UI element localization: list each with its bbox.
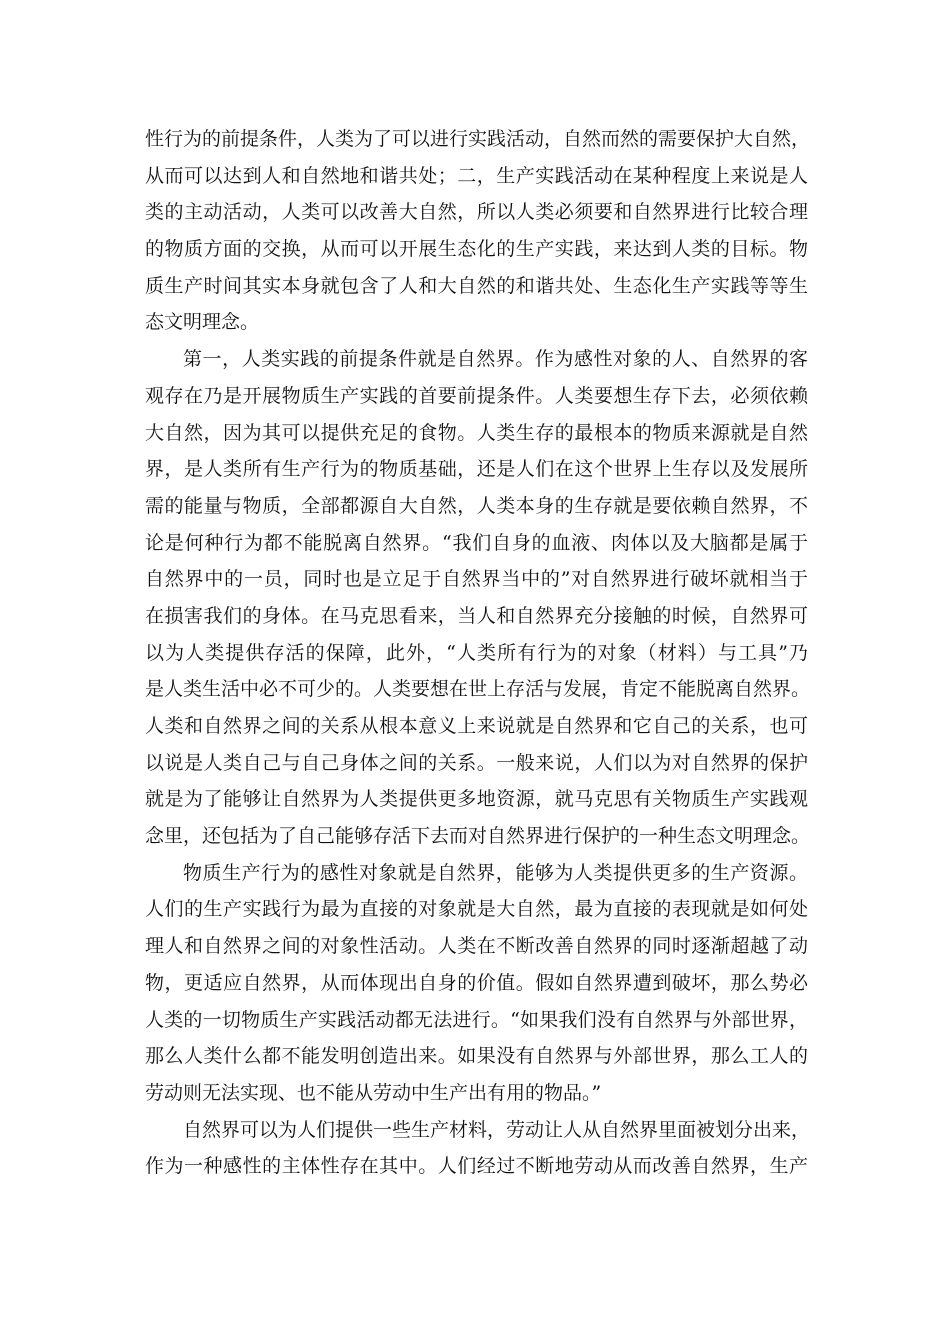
text-line: 需的能量与物质，全部都源自大自然，人类本身的生存就是要依赖自然界，不 [145,494,808,517]
paragraph [145,855,808,1112]
text-line: 物质生产行为的感性对象就是自然界，能够为人类提供更多的生产资源。 [183,861,808,884]
text-line: 观存在乃是开展物质生产实践的首要前提条件。人类要想生存下去，必须依赖 [145,384,808,407]
text-line: 作为一种感性的主体性存在其中。人们经过不断地劳动从而改善自然界，生产 [145,1155,808,1178]
text-line: 理人和自然界之间的对象性活动。人类在不断改善自然界的同时逐渐超越了动 [145,935,808,958]
text-line: 性行为的前提条件，人类为了可以进行实践活动，自然而然的需要保护大自然， [145,128,811,150]
text-line: 念里，还包括为了自己能够存活下去而对自然界进行保护的一种生态文明理念。 [145,825,811,848]
text-line: 自然界中的一员，同时也是立足于自然界当中的”对自然界进行破坏就相当于 [145,568,808,591]
text-line: 论是何种行为都不能脱离自然界。“我们自身的血液、肉体以及大脑都是属于 [145,531,808,554]
text-line: 劳动则无法实现、也不能从劳动中生产出有用的物品。” [145,1081,602,1104]
text-line: 就是为了能够让自然界为人类提供更多地资源，就马克思有关物质生产实践观 [145,788,808,811]
text-line: 以说是人类自己与自己身体之间的关系。一般来说，人们以为对自然界的保护 [145,751,808,774]
text-line: 类的主动活动，人类可以改善大自然，所以人类必须要和自然界进行比较合理 [145,201,808,224]
text-line: 人类和自然界之间的关系从根本意义上来说就是自然界和它自己的关系，也可 [145,715,808,737]
text-line: 那么人类什么都不能发明创造出来。如果没有自然界与外部世界，那么工人的 [145,1045,808,1068]
text-line: 人类的一切物质生产实践活动都无法进行。“如果我们没有自然界与外部世界， [145,1008,808,1031]
text-line: 大自然，因为其可以提供充足的食物。人类生存的最根本的物质来源就是自然 [145,421,808,444]
text-line: 界，是人类所有生产行为的物质基础，还是人们在这个世界上生存以及发展所 [145,458,808,481]
text-line: 人们的生产实践行为最为直接的对象就是大自然，最为直接的表现就是如何处 [145,898,808,921]
text-line: 态文明理念。 [145,311,260,334]
text-line: 的物质方面的交换，从而可以开展生态化的生产实践，来达到人类的目标。物 [145,238,808,261]
text-line: 在损害我们的身体。在马克思看来，当人和自然界充分接触的时候，自然界可 [145,604,808,627]
text-line: 自然界可以为人们提供一些生产材料，劳动让人从自然界里面被划分出来， [183,1118,811,1141]
paragraph [145,341,811,855]
text-line: 第一，人类实践的前提条件就是自然界。作为感性对象的人、自然界的客 [183,348,808,371]
text-line: 从而可以达到人和自然地和谐共处；二，生产实践活动在某种程度上来说是人 [145,164,808,187]
text-line: 以为人类提供存活的保障，此外，“人类所有行为的对象（材料）与工具”乃 [145,641,808,664]
text-line: 物，更适应自然界，从而体现出自身的价值。假如自然界遭到破坏，那么势必 [145,971,808,994]
text-line: 质生产时间其实本身就包含了人和大自然的和谐共处、生态化生产实践等等生 [145,274,808,297]
paragraph [145,121,811,341]
text-line: 是人类生活中必不可少的。人类要想在世上存活与发展，肯定不能脱离自然界。 [145,678,811,701]
document-body [145,121,811,1185]
paragraph [145,1112,811,1185]
